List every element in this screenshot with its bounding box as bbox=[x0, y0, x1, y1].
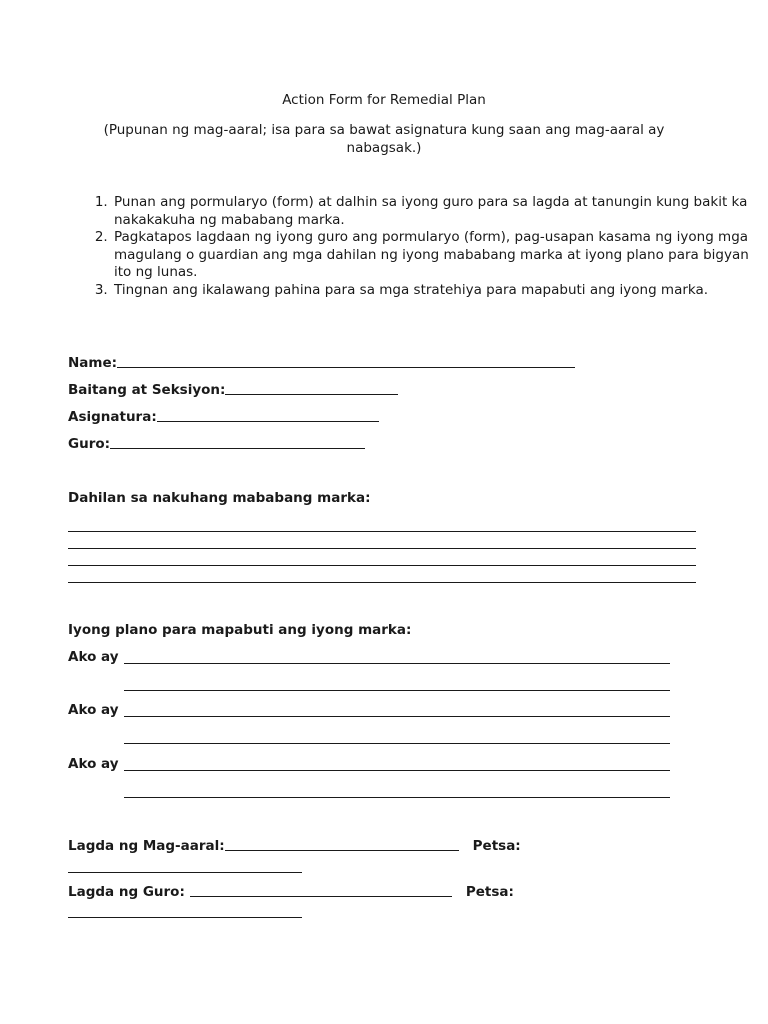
plan-line[interactable] bbox=[124, 716, 670, 717]
student-signature-field bbox=[68, 838, 521, 854]
teacher-input-line[interactable] bbox=[110, 436, 365, 449]
name-field bbox=[68, 355, 575, 371]
plan-label: Ako ay bbox=[68, 649, 119, 665]
instruction-list bbox=[68, 194, 752, 299]
reason-line[interactable] bbox=[68, 582, 696, 583]
plan-label: Ako ay bbox=[68, 702, 119, 718]
plan-line[interactable] bbox=[124, 770, 670, 771]
reason-line[interactable] bbox=[68, 565, 696, 566]
student-signature-line[interactable] bbox=[225, 838, 459, 851]
teacher-signature-field bbox=[68, 884, 514, 900]
form-title: Action Form for Remedial Plan bbox=[282, 92, 486, 108]
teacher-label: Guro: bbox=[68, 436, 111, 452]
section-input-line[interactable] bbox=[225, 382, 398, 395]
plan-label: Ako ay bbox=[68, 756, 119, 772]
reason-line[interactable] bbox=[68, 531, 696, 532]
student-date-label: Petsa: bbox=[472, 838, 521, 854]
subject-label: Asignatura: bbox=[68, 409, 157, 425]
teacher-field bbox=[68, 436, 365, 452]
name-input-line[interactable] bbox=[117, 355, 575, 368]
plan-line[interactable] bbox=[124, 743, 670, 744]
plan-line[interactable] bbox=[124, 663, 670, 664]
plan-line[interactable] bbox=[124, 797, 670, 798]
subject-field bbox=[68, 409, 379, 425]
instruction-item: 2. Pagkatapos lagdaan ng iyong guro ang pormularyo (form), pag-usapan kasama ng iyong mga magulang o guardian ang mga dahilan ng iyong mababang marka at iyong plano para bigyan ito ng lunas. bbox=[112, 229, 752, 282]
teacher-signature-label: Lagda ng Guro: bbox=[68, 884, 185, 900]
plan-heading: Iyong plano para mapabuti ang iyong marka: bbox=[68, 622, 412, 638]
reason-line[interactable] bbox=[68, 548, 696, 549]
teacher-date-line[interactable] bbox=[68, 917, 302, 918]
name-label: Name: bbox=[68, 355, 118, 371]
subject-input-line[interactable] bbox=[157, 409, 379, 422]
section-field bbox=[68, 382, 398, 398]
student-date-line[interactable] bbox=[68, 872, 302, 873]
instruction-item: 3. Tingnan ang ikalawang pahina para sa mga stratehiya para mapabuti ang iyong marka. bbox=[112, 282, 752, 300]
teacher-signature-line[interactable] bbox=[190, 884, 452, 897]
instruction-item: 1. Punan ang pormularyo (form) at dalhin sa iyong guro para sa lagda at tanungin kung bakit ka nakakakuha ng mababang marka. bbox=[112, 194, 752, 229]
form-subtitle: (Pupunan ng mag-aaral; isa para sa bawat asignatura kung saan ang mag-aaral ay nabagsak.) bbox=[103, 122, 665, 156]
section-label: Baitang at Seksiyon: bbox=[68, 382, 226, 398]
plan-line[interactable] bbox=[124, 690, 670, 691]
teacher-date-label: Petsa: bbox=[465, 884, 514, 900]
reason-heading: Dahilan sa nakuhang mababang marka: bbox=[68, 490, 371, 506]
student-signature-label: Lagda ng Mag-aaral: bbox=[68, 838, 225, 854]
